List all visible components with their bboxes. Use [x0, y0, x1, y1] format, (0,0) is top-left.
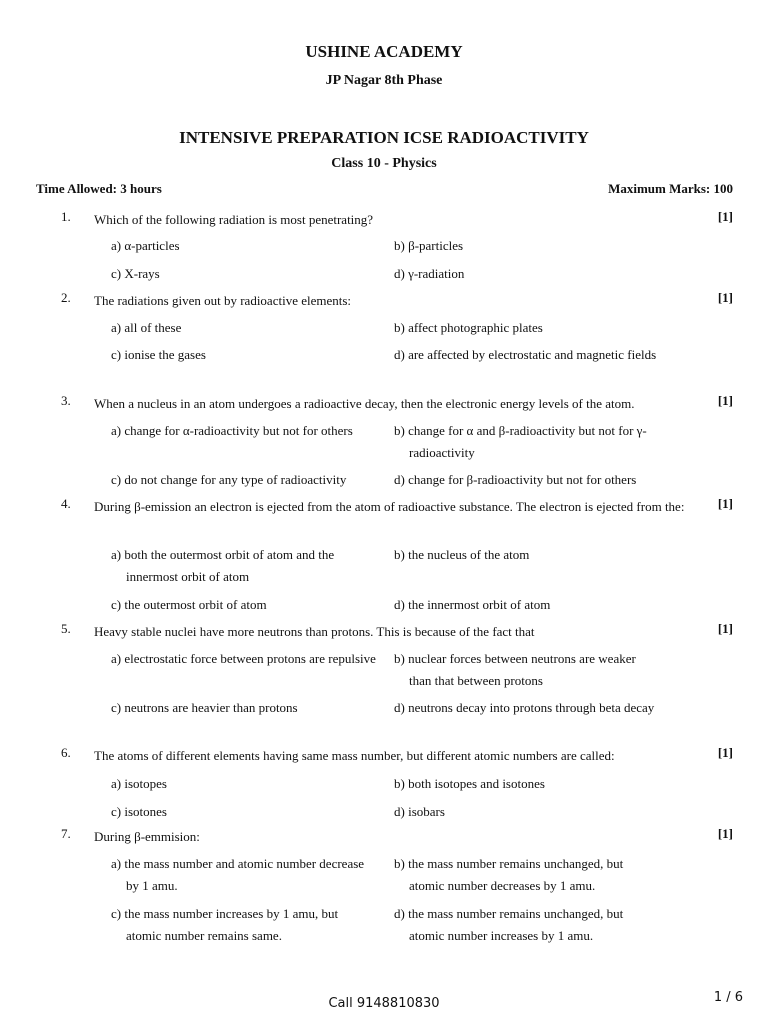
option-c: c) ionise the gases [111, 347, 206, 362]
question-marks: [1] [717, 496, 733, 511]
option-b: b) both isotopes and isotones [394, 776, 545, 791]
question-marks: [1] [717, 826, 733, 841]
option-d: d) are affected by electrostatic and magnetic fields [394, 347, 657, 362]
option-c: c) the outermost orbit of atom [111, 597, 267, 612]
exam-subtitle: Class 10 - Physics [331, 156, 437, 171]
question-marks: [1] [717, 290, 733, 305]
branch-name: JP Nagar 8th Phase [325, 73, 443, 88]
option-d: d) isobars [394, 804, 445, 819]
option-c: c) isotones [111, 804, 167, 819]
option-d: d) the mass number remains unchanged, but atomic number increases by 1 amu. [394, 906, 624, 943]
option-c: c) neutrons are heavier than protons [111, 700, 298, 715]
option-a: a) both the outermost orbit of atom and the innermost orbit of atom [111, 547, 335, 584]
option-b: b) change for α and β-radioactivity but not for γ-radioactivity [394, 423, 647, 460]
question-text: The radiations given out by radioactive elements: [94, 293, 352, 308]
academy-name: USHINE ACADEMY [305, 42, 463, 61]
question-text: Which of the following radiation is most penetrating? [94, 212, 374, 227]
question-marks: [1] [717, 745, 733, 760]
question-number: 3. [61, 393, 71, 408]
option-c: c) X-rays [111, 266, 160, 281]
question-marks: [1] [717, 209, 733, 224]
question-marks: [1] [717, 393, 733, 408]
option-d: d) change for β-radioactivity but not for others [394, 472, 637, 487]
question-number: 6. [61, 745, 71, 760]
option-a: a) the mass number and atomic number decrease by 1 amu. [111, 856, 365, 893]
question-text: During β-emmision: [94, 829, 200, 844]
question-number: 2. [61, 290, 71, 305]
option-a: a) electrostatic force between protons are repulsive [111, 651, 376, 666]
question-text: The atoms of different elements having same mass number, but different atomic numbers are called: [94, 748, 615, 763]
option-c: c) do not change for any type of radioactivity [111, 472, 347, 487]
time-allowed: Time Allowed: 3 hours [36, 181, 162, 196]
option-c: c) the mass number increases by 1 amu, but atomic number remains same. [111, 906, 339, 943]
question-number: 7. [61, 826, 71, 841]
option-b: b) affect photographic plates [394, 320, 543, 335]
option-a: a) α-particles [111, 238, 180, 253]
question-text: During β-emission an electron is ejected from the atom of radioactive substance. The electron is ejected from the: [94, 499, 685, 514]
page-number: 1 / 6 [713, 990, 743, 1005]
option-a: a) isotopes [111, 776, 167, 791]
option-b: b) nuclear forces between neutrons are weaker than that between protons [394, 651, 636, 688]
question-text: When a nucleus in an atom undergoes a radioactive decay, then the electronic energy levels of the atom. [94, 396, 635, 411]
option-b: b) β-particles [394, 238, 464, 253]
question-marks: [1] [717, 621, 733, 636]
option-b: b) the nucleus of the atom [394, 547, 530, 562]
option-a: a) all of these [111, 320, 182, 335]
question-number: 4. [61, 496, 71, 511]
option-b: b) the mass number remains unchanged, but atomic number decreases by 1 amu. [394, 856, 624, 893]
option-d: d) γ-radiation [394, 266, 465, 281]
exam-title: INTENSIVE PREPARATION ICSE RADIOACTIVITY [179, 128, 589, 147]
option-d: d) the innermost orbit of atom [394, 597, 551, 612]
question-number: 1. [61, 209, 71, 224]
question-number: 5. [61, 621, 71, 636]
option-a: a) change for α-radioactivity but not for others [111, 423, 353, 438]
maximum-marks: Maximum Marks: 100 [608, 181, 733, 196]
option-d: d) neutrons decay into protons through beta decay [394, 700, 655, 715]
footer-contact: Call 9148810830 [328, 996, 440, 1011]
question-text: Heavy stable nuclei have more neutrons than protons. This is because of the fact that [94, 624, 535, 639]
